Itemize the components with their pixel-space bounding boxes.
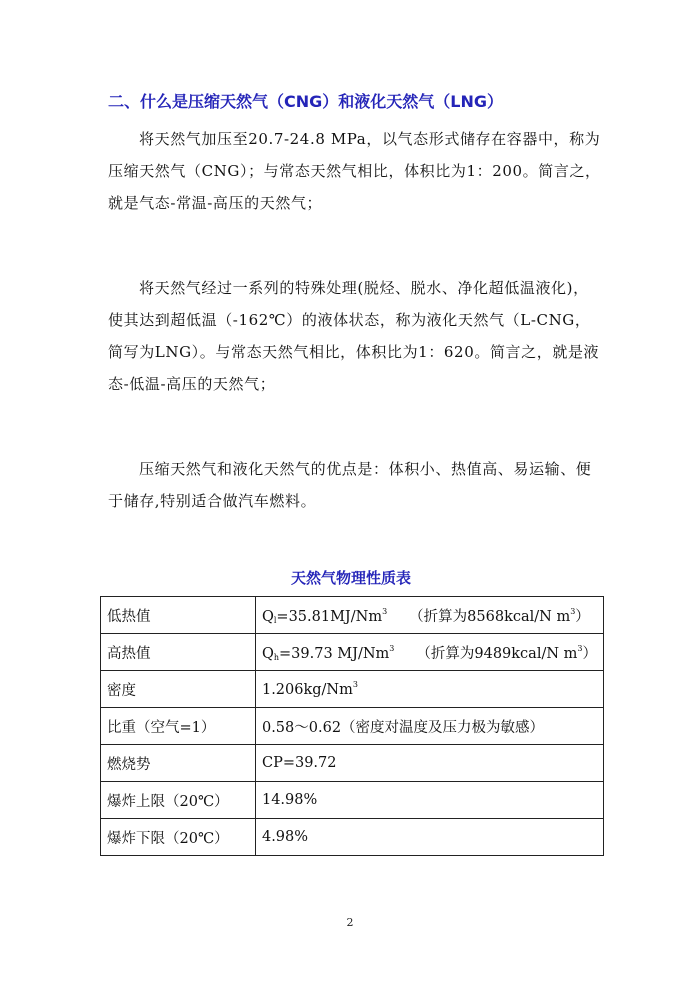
note-superscript: 3 xyxy=(577,643,583,653)
paragraph-cng: 将天然气加压至20.7-24.8 MPa，以气态形式储存在容器中，称为压缩天然气（CNG）；与常态天然气相比，体积比为1：200。简言之，就是气态-常温-高压的天然气； xyxy=(108,130,601,212)
table-row xyxy=(101,819,604,856)
value-note: （折算为9489kcal/N m xyxy=(416,645,578,662)
table-row xyxy=(101,708,604,745)
table-title: 天然气物理性质表 xyxy=(290,569,411,587)
value-superscript: 3 xyxy=(352,680,358,689)
value-text: =39.73 MJ/Nm xyxy=(279,645,390,662)
paragraph-lng: 将天然气经过一系列的特殊处理(脱烃、脱水、净化超低温液化)，使其达到超低温（-162℃）的液体状态，称为液化天然气（L-CNG，简写为LNG）。与常态天然气相比，体积比为1：620。简言之，就是液态-低温-高压的天然气； xyxy=(108,279,600,393)
row-key: 爆炸下限（20℃） xyxy=(101,819,256,856)
table-row xyxy=(101,671,604,708)
table-row xyxy=(101,634,604,671)
table-row xyxy=(101,597,604,634)
table-row xyxy=(101,745,604,782)
note-superscript: 3 xyxy=(570,606,576,616)
row-key: 密度 xyxy=(101,671,256,708)
row-value: 4.98% xyxy=(255,819,603,856)
note-end: ） xyxy=(575,608,590,625)
properties-table xyxy=(100,596,604,856)
value-superscript: 3 xyxy=(382,606,388,616)
row-value xyxy=(255,634,603,671)
value-text: =35.81MJ/Nm xyxy=(276,608,383,625)
value-text: 1.206kg/Nm xyxy=(261,682,353,698)
row-key: 低热值 xyxy=(101,597,256,634)
table-row xyxy=(101,782,604,819)
value-subscript: h xyxy=(273,652,280,662)
value-note: （折算为8568kcal/N m xyxy=(409,608,571,625)
row-value: 0.58～0.62（密度对温度及压力极为敏感） xyxy=(255,708,603,745)
value-symbol: Q xyxy=(261,645,274,662)
value-symbol: Q xyxy=(261,608,274,625)
row-key: 比重（空气=1） xyxy=(101,708,256,745)
row-value: 14.98% xyxy=(255,782,603,819)
value-subscript: l xyxy=(273,615,277,625)
note-end: ） xyxy=(582,645,597,662)
page-number: 2 xyxy=(346,916,354,929)
row-value xyxy=(255,597,603,634)
section-heading: 二、什么是压缩天然气（CNG）和液化天然气（LNG） xyxy=(108,92,503,111)
value-superscript: 3 xyxy=(389,643,395,653)
row-value: CP=39.72 xyxy=(255,745,603,782)
row-value xyxy=(255,671,603,708)
row-key: 高热值 xyxy=(101,634,256,671)
paragraph-advantages: 压缩天然气和液化天然气的优点是：体积小、热值高、易运输、便于储存,特别适合做汽车燃料。 xyxy=(108,460,592,510)
row-key: 爆炸上限（20℃） xyxy=(101,782,256,819)
row-key: 燃烧势 xyxy=(101,745,256,782)
